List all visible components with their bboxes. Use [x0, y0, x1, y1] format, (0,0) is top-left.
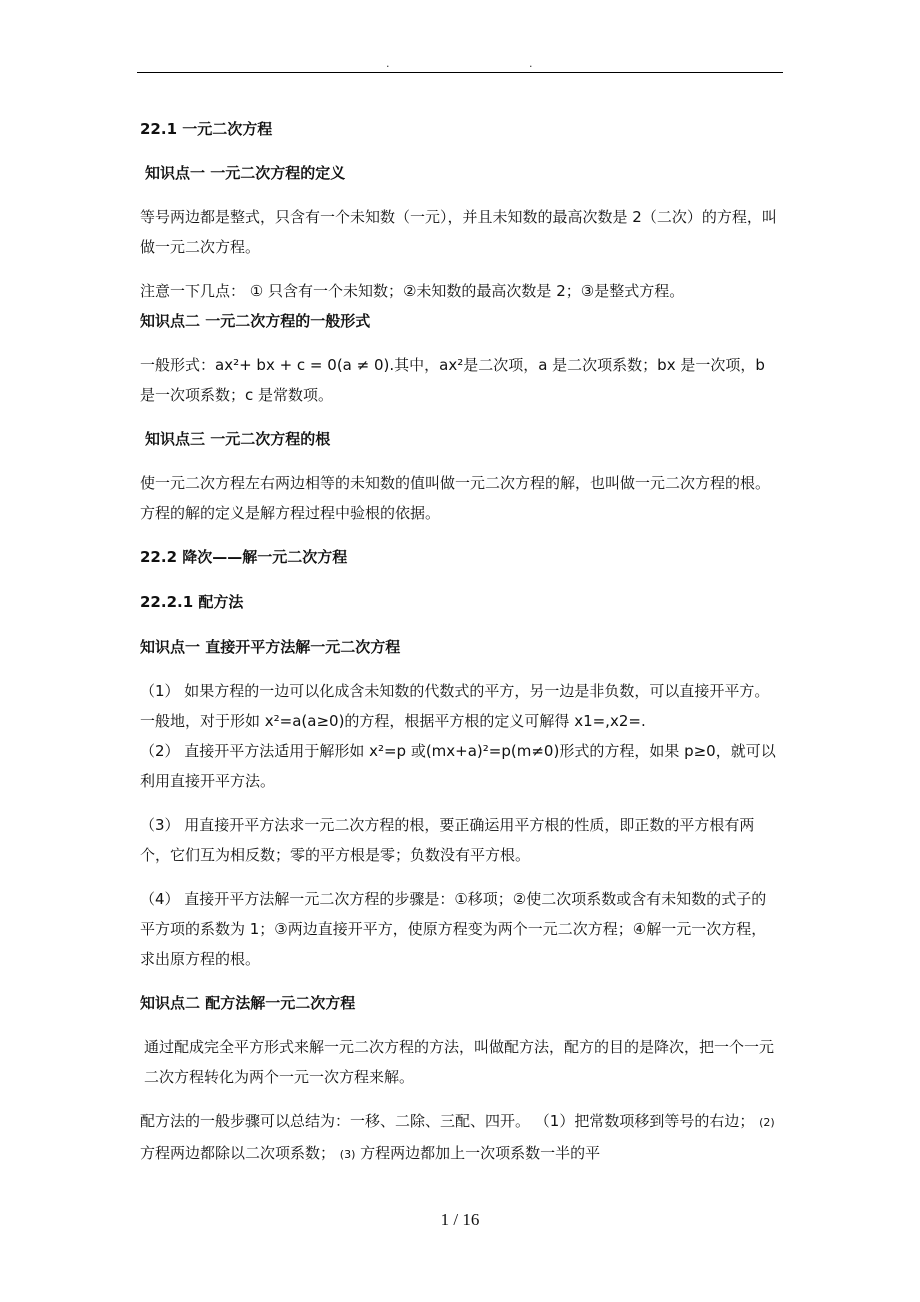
knowledge-point-1-title: 知识点一 一元二次方程的定义	[145, 164, 346, 182]
knowledge-point-1-note: 注意一下几点： ① 只含有一个未知数；②未知数的最高次数是 2；③是整式方程。	[140, 282, 685, 300]
page-number: 1 / 16	[440, 1210, 480, 1229]
knowledge-point-1-body: 等号两边都是整式，只含有一个未知数（一元），并且未知数的最高次数是 2（二次）的方程，叫做一元二次方程。	[140, 208, 777, 256]
method-1-paragraph-1: （1） 如果方程的一边可以化成含未知数的代数式的平方，另一边是非负数，可以直接开平方。一般地，对于形如 x²=a(a≥0)的方程，根据平方根的定义可解得 x1=,x2=.	[140, 682, 770, 730]
subsection-title-22-2-1: 22.2.1 配方法	[140, 593, 244, 611]
header-rule	[137, 72, 783, 73]
knowledge-point-3-body: 使一元二次方程左右两边相等的未知数的值叫做一元二次方程的解，也叫做一元二次方程的根。方程的解的定义是解方程过程中验根的依据。	[140, 474, 771, 522]
step-number-2: (2)	[759, 1116, 775, 1129]
document-body	[140, 114, 780, 1170]
method-1-paragraph-4: （4） 直接开平方法解一元二次方程的步骤是：①移项；②使二次项系数或含有未知数的式子的平方项的系数为 1；③两边直接开平方，使原方程变为两个一元二次方程；④解一元一次方程，求出原方程的根。	[140, 890, 767, 968]
method-1-paragraph-3: （3） 用直接开平方法求一元二次方程的根，要正确运用平方根的性质，即正数的平方根有两个，它们互为相反数；零的平方根是零；负数没有平方根。	[140, 816, 755, 864]
knowledge-point-3-title: 知识点三 一元二次方程的根	[145, 430, 331, 448]
method-2-title: 知识点二 配方法解一元二次方程	[140, 994, 356, 1012]
step-number-3: (3)	[339, 1148, 356, 1161]
method-2-steps-part-c: 方程两边都加上一次项系数一半的平	[360, 1144, 601, 1162]
method-2-steps-part-a: 配方法的一般步骤可以总结为：一移、二除、三配、四开。 （1）把常数项移到等号的右边；	[140, 1112, 755, 1130]
knowledge-point-2-title: 知识点二 一元二次方程的一般形式	[140, 312, 371, 330]
method-2-body: 通过配成完全平方形式来解一元二次方程的方法，叫做配方法，配方的目的是降次，把一个一元二次方程转化为两个一元一次方程来解。	[144, 1038, 775, 1086]
header-dot-left: .	[386, 57, 390, 70]
knowledge-point-2-body: 一般形式：ax²+ bx + c = 0(a ≠ 0).其中，ax²是二次项，a 是二次项系数；bx 是一次项，b 是一次项系数；c 是常数项。	[140, 356, 765, 404]
section-title-22-2: 22.2 降次——解一元二次方程	[140, 548, 348, 566]
method-2-steps-part-b: 方程两边都除以二次项系数；	[140, 1144, 336, 1162]
header-dot-right: .	[529, 57, 533, 70]
section-title-22-1: 22.1 一元二次方程	[140, 120, 273, 138]
method-2-steps	[140, 1106, 780, 1170]
method-1-title: 知识点一 直接开平方法解一元二次方程	[140, 638, 401, 656]
method-1-paragraph-2: （2） 直接开平方法适用于解形如 x²=p 或(mx+a)²=p(m≠0)形式的方程，如果 p≥0，就可以利用直接开平方法。	[140, 742, 776, 790]
